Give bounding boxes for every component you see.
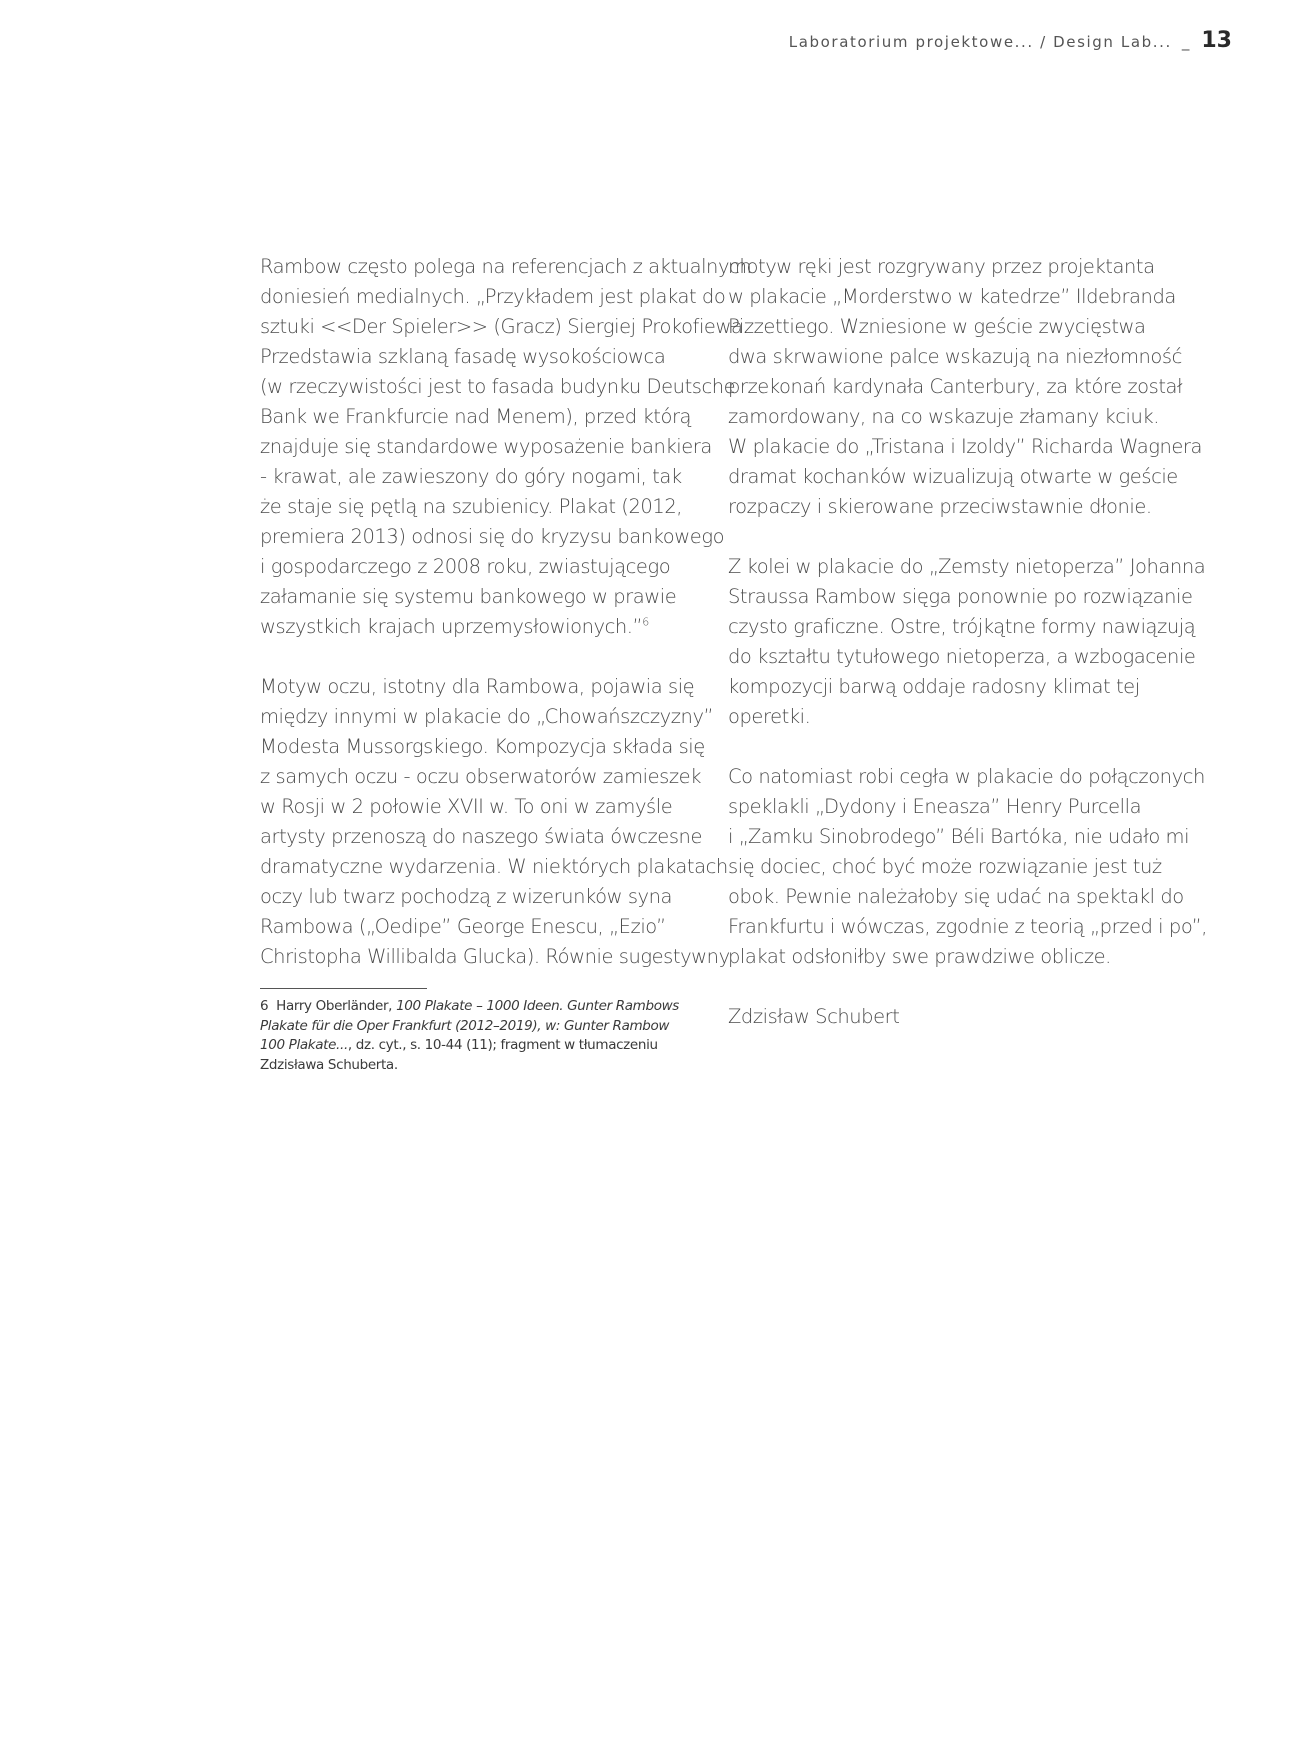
footnote-author: Harry Oberländer, [276, 998, 393, 1014]
text-line: się dociec, choć być może rozwiązanie jest tuż [728, 855, 1162, 878]
left-paragraph-2 [260, 672, 730, 972]
text-line: operetki. [728, 705, 811, 728]
header-separator: _ [1181, 33, 1190, 51]
footnote-line [260, 997, 700, 1017]
text-line: plakat odsłoniłby swe prawdziwe oblicze. [728, 945, 1111, 968]
text-line: Rambowa („Oedipe” George Enescu, „Ezio” [260, 915, 666, 938]
text-line: obok. Pewnie należałoby się udać na spektakl do [728, 885, 1184, 908]
text-line: i gospodarczego z 2008 roku, zwiastującego [260, 555, 671, 578]
text-line: Co natomiast robi cegła w plakacie do połączonych [728, 765, 1205, 788]
text-line: dramatyczne wydarzenia. W niektórych plakatach [260, 855, 728, 878]
text-line: doniesień medialnych. „Przykładem jest plakat do [260, 285, 726, 308]
author-signature: Zdzisław Schubert [728, 1005, 900, 1028]
text-line: czysto graficzne. Ostre, trójkątne formy nawiązują [728, 615, 1196, 638]
footnote-number: 6 [260, 998, 269, 1014]
text-line: premiera 2013) odnosi się do kryzysu bankowego [260, 525, 725, 548]
text-line: przekonań kardynała Canterbury, za które został [728, 375, 1183, 398]
text-line: Straussa Rambow sięga ponownie po rozwiązanie [728, 585, 1193, 608]
right-column [728, 252, 1208, 1032]
text-line: oczy lub twarz pochodzą z wizerunków syna [260, 885, 673, 908]
text-line: sztuki <<Der Spieler>> (Gracz) Siergiej Prokofiewa. [260, 315, 749, 338]
text-line: speklakli „Dydony i Eneasza” Henry Purcella [728, 795, 1142, 818]
footnote-title: 100 Plakate – 1000 Ideen. Gunter Rambows [396, 998, 679, 1014]
text-line: (w rzeczywistości jest to fasada budynku Deutsche [260, 375, 736, 398]
page-number: 13 [1201, 28, 1232, 53]
running-title: Laboratorium projektowe... / Design Lab... [788, 33, 1172, 51]
text-line: że staje się pętlą na szubienicy. Plakat (2012, [260, 495, 683, 518]
text-line: Christopha Willibalda Glucka). Równie sugestywny [260, 945, 730, 968]
text-line: Z kolei w plakacie do „Zemsty nietoperza” Johanna [728, 555, 1206, 578]
text-line: Frankfurtu i wówczas, zgodnie z teorią „przed i po”, [728, 915, 1208, 938]
text-line: kompozycji barwą oddaje radosny klimat tej [728, 675, 1140, 698]
text-line-with-footnote [260, 612, 720, 642]
footnote [260, 997, 700, 1075]
text-line: w Rosji w 2 połowie XVII w. To oni w zamyśle [260, 795, 673, 818]
right-paragraph-2 [728, 552, 1206, 732]
text-line: między innymi w plakacie do „Chowańszczyzny” [260, 705, 714, 728]
text-line: w plakacie „Morderstwo w katedrze” Ildebranda [728, 285, 1176, 308]
paragraph-gap [260, 642, 720, 672]
text-line: Bank we Frankfurcie nad Menem), przed którą [260, 405, 692, 428]
left-column [260, 252, 752, 972]
text-line: zamordowany, na co wskazuje złamany kciuk. [728, 405, 1160, 428]
paragraph-gap [728, 522, 1188, 552]
text-line: Przedstawia szklaną fasadę wysokościowca [260, 345, 666, 368]
text-line: i „Zamku Sinobrodego” Béli Bartóka, nie udało mi [728, 825, 1190, 848]
text-line: dramat kochanków wizualizują otwarte w geście [728, 465, 1178, 488]
text-line: W plakacie do „Tristana i Izoldy” Richarda Wagnera [728, 435, 1202, 458]
text-line: znajduje się standardowe wyposażenie bankiera [260, 435, 712, 458]
text-line: wszystkich krajach uprzemysłowionych.” [260, 615, 643, 638]
text-line: rozpaczy i skierowane przeciwstawnie dłonie. [728, 495, 1152, 518]
text-line: z samych oczu - oczu obserwatorów zamieszek [260, 765, 702, 788]
footnote-divider [260, 988, 427, 989]
footnote-line: Zdzisława Schuberta. [260, 1056, 398, 1073]
text-line: załamanie się systemu bankowego w prawie [260, 585, 677, 608]
text-line: Motyw oczu, istotny dla Rambowa, pojawia się [260, 675, 695, 698]
left-paragraph-1 [260, 252, 752, 642]
text-line: - krawat, ale zawieszony do góry nogami, tak [260, 465, 682, 488]
text-line: Pizzettiego. Wzniesione w geście zwycięstwa [728, 315, 1146, 338]
running-header [789, 28, 1232, 53]
footnote-line [260, 1036, 700, 1056]
footnote-title: Plakate für die Oper Frankfurt (2012–2019), w: Gunter Rambow [260, 1017, 670, 1034]
text-line: Modesta Mussorgskiego. Kompozycja składa się [260, 735, 705, 758]
text-line: Rambow często polega na referencjach z aktualnych [260, 255, 752, 278]
text-line: motyw ręki jest rozgrywany przez projektanta [728, 255, 1155, 278]
footnote-text: , dz. cyt., s. 10-44 (11); fragment w tłumaczeniu [347, 1037, 658, 1053]
paragraph-gap [728, 732, 1188, 762]
text-line: do kształtu tytułowego nietoperza, a wzbogacenie [728, 645, 1196, 668]
footnote-title: 100 Plakate... [260, 1037, 348, 1053]
text-line: artysty przenoszą do naszego świata ówczesne [260, 825, 703, 848]
text-line: dwa skrwawione palce wskazują na niezłomność [728, 345, 1182, 368]
footnote-line [260, 1017, 700, 1037]
paragraph-gap [728, 972, 1188, 1002]
footnote-reference[interactable]: 6 [642, 615, 649, 629]
right-paragraph-1 [728, 252, 1202, 522]
right-paragraph-3 [728, 762, 1208, 972]
